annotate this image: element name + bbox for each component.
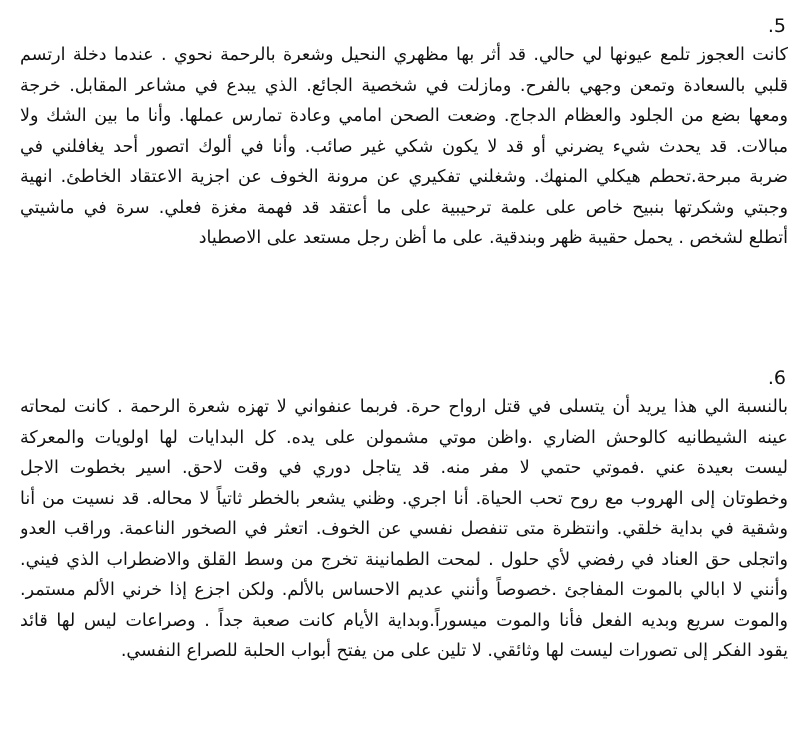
- paragraph-line: أتطلع لشخص . يحمل حقيبة ظهر وبندقية. على ما أظن رجل مستعد على الاصطياد: [198, 228, 788, 248]
- section-6: [20, 366, 788, 667]
- paragraph-line: والموت سريع وبديه الفعل فأنا والموت ميسوراً.وبداية الأيام كانت صعبة جداً . وصراعات ليس لها قائد: [20, 610, 788, 631]
- paragraph-line: مبالات. قد يحدث شيء يضرني أو قد لا يكون شكي غير صائب. وأنا في ألوك اتصور أحد يغافلني في: [20, 136, 788, 157]
- paragraph-line: وأنني لا ابالي بالموت المفاجئ .خصوصاً وأنني عديم الاحساس بالألم. ولكن اجزع إذا خرني الألم مستمر.: [20, 580, 788, 600]
- paragraph-line: يقود الفكر إلى تصورات ليست لها وثائقي. لا تلين على من يفتح أبواب الحلبة للصراع النفسي.: [120, 641, 788, 661]
- section-number: .5: [767, 15, 786, 37]
- paragraph-line: واتجلى حق العناد في رفضي لأي حلول . لمحت الطمانينة تخرج من وسط القلق والاضطراب الذي فيني.: [20, 549, 788, 570]
- paragraph-line: عينه الشيطانيه كالوحش الضاري .واظن موتي مشمولن على يده. كل البدايات لها اولويات والمعركة: [20, 427, 788, 448]
- paragraph-line: وجبتي وشكرتها بنبيح خاص على علمة ترحيبية على ما أعتقد قد فهمة مغزة فعلي. سرة في ماشيتي: [20, 197, 788, 218]
- section-5: [20, 14, 788, 254]
- paragraph-line: قلبي بالسعادة وتمعن وجهي بالفرح. ومازلت في شخصية الجائع. الذي يبدع في مشاعر المقابل. خرجة: [20, 75, 788, 96]
- paragraph-line: وشقية في بداية خلقي. وانتظرة متى تنفصل نفسي عن الخوف. اتعثر في الصخور الناعمة. وراقب العدو: [20, 519, 788, 539]
- paragraph-line: ضربة مبرحة.تحطم هيكلي المنهك. وشغلني تفكيري عن مرونة الخوف عن اجزية الاعتقاد الخاطئ. انهية: [20, 167, 788, 187]
- paragraph: [20, 40, 788, 254]
- section-number: .6: [767, 367, 786, 389]
- paragraph-line: ليست بعيدة عني .فموتي حتمي لا مفر منه. قد يتاجل دوري في وقت لاحق. اسير بخطوت الاجل: [20, 458, 788, 478]
- paragraph-line: كانت العجوز تلمع عيونها لي حالي. قد أثر بها مظهري النحيل وشعرة بالرحمة نحوي . عندما دخلة ارتسم: [20, 45, 788, 65]
- paragraph-line: ومعها بضع من الجلود والعظام الدجاج. وضعت الصحن امامي وعادة تمارس عملها. وأنا ما بين الشك ولا: [20, 106, 788, 126]
- paragraph: [20, 392, 788, 667]
- paragraph-line: وخطوتان إلى الهروب مع روح تحب الحياة. أنا اجري. وظني يشعر بالخطر ثاتياً لا محاله. قد نسيت من أنا: [20, 488, 788, 509]
- paragraph-line: بالنسبة الي هذا يريد أن يتسلى في قتل ارواح حرة. فربما عنفواني لا تهزه شعرة الرحمة . كانت لمحاته: [20, 397, 788, 417]
